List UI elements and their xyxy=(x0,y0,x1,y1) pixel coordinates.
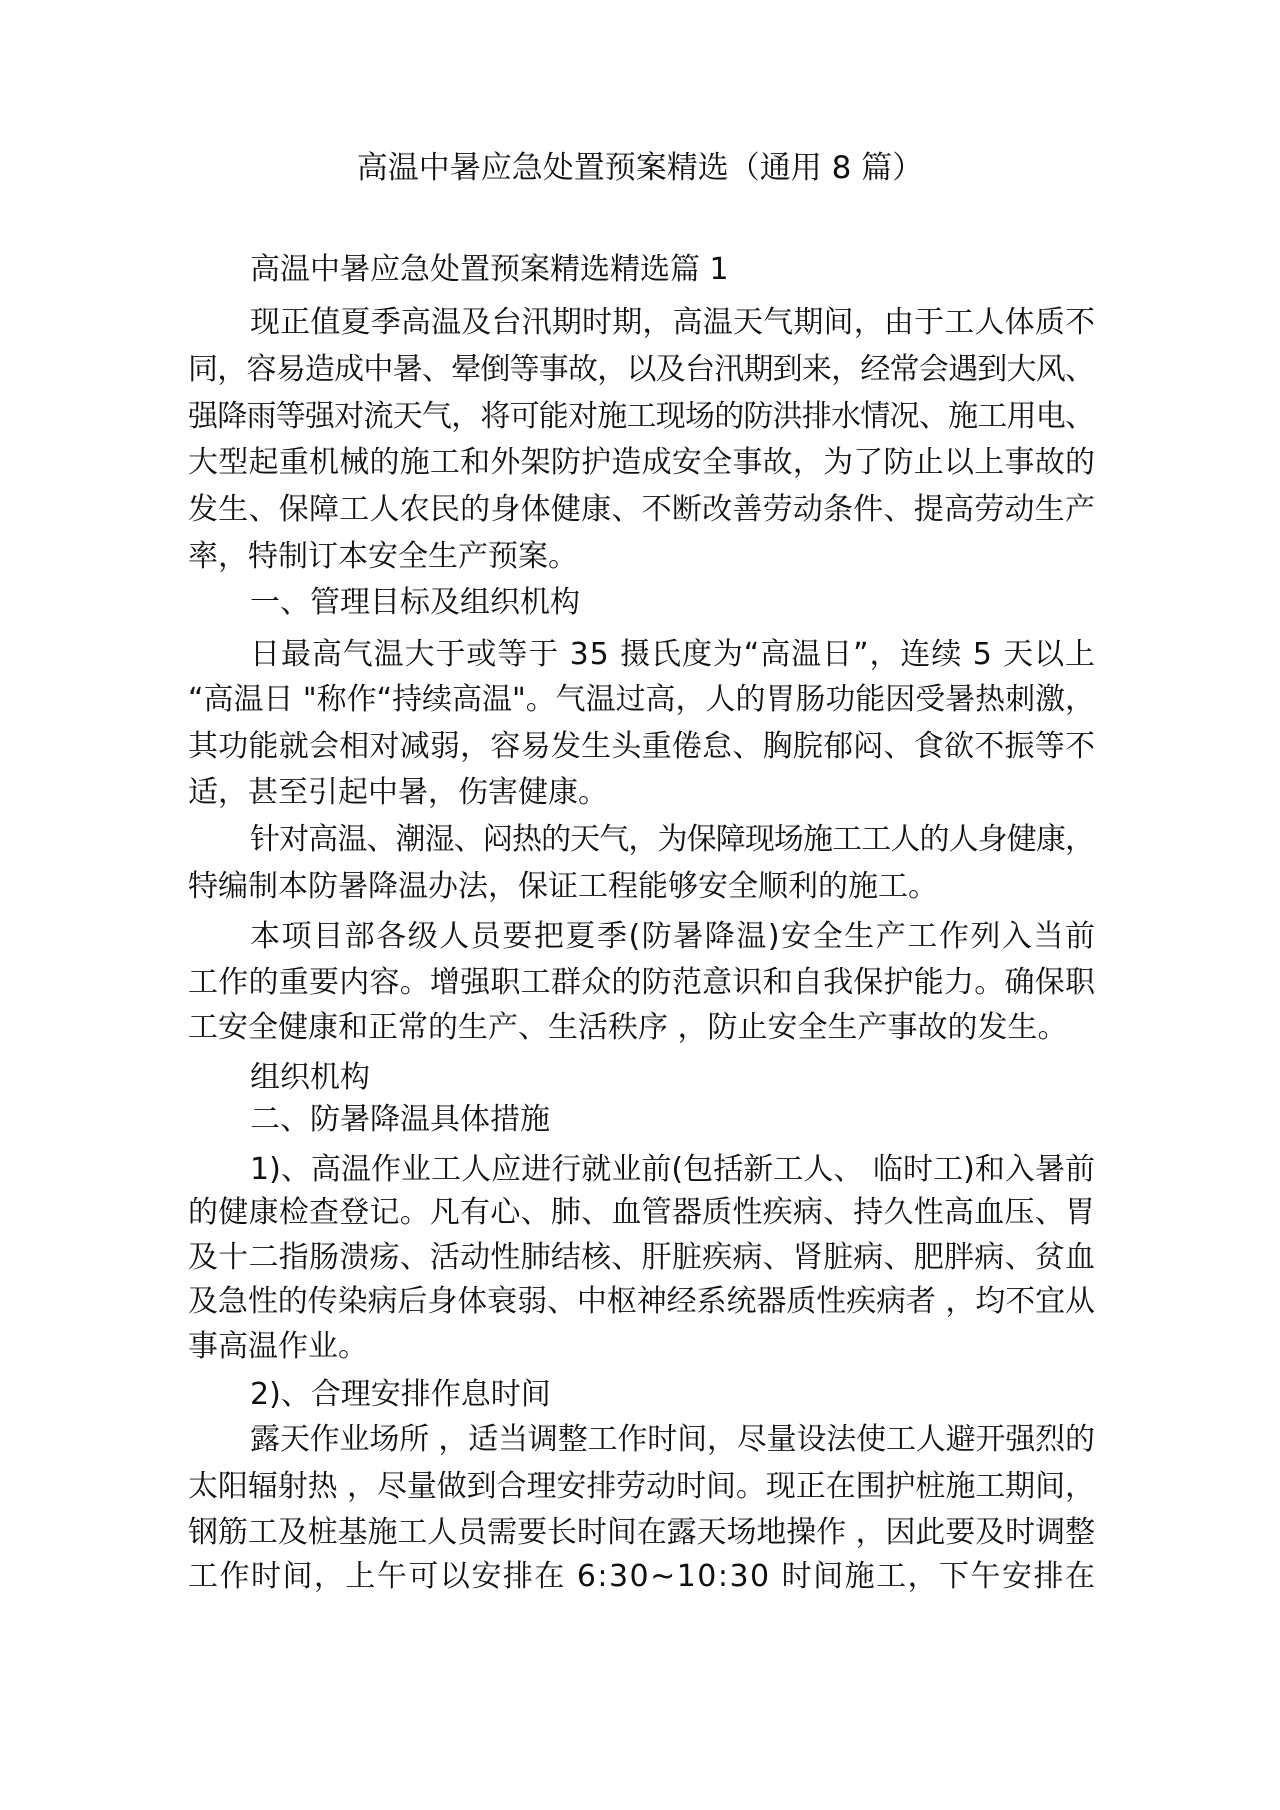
line-text: 针对高温、潮湿、闷热的天气，为保障现场施工工人的人身健康， xyxy=(250,822,1095,857)
line-text: 太阳辐射热 ，尽量做到合理安排劳动时间。现正在围护桩施工期间， xyxy=(188,1469,1095,1504)
paragraph-line xyxy=(188,490,1095,530)
line-text: 及急性的传染病后身体衰弱、中枢神经系统器质性疾病者 ，均不宜从 xyxy=(188,1284,1095,1319)
line-text: 二、防暑降温具体措施 xyxy=(250,1102,550,1137)
section-heading xyxy=(188,583,1095,623)
paragraph-line xyxy=(188,917,1095,957)
line-text: 强降雨等强对流天气，将可能对施工现场的防洪排水情况、施工用电、 xyxy=(188,399,1095,434)
paragraph-line xyxy=(188,1238,1095,1278)
line-text: 率，特制订本安全生产预案。 xyxy=(188,539,578,574)
paragraph-line xyxy=(188,963,1095,1003)
line-text: 特编制本防暑降温办法，保证工程能够安全顺利的施工。 xyxy=(188,869,938,904)
line-text: 大型起重机械的施工和外架防护造成安全事故，为了防止以上事故的 xyxy=(188,445,1096,480)
line-text: 钢筋工及桩基施工人员需要长时间在露天场地操作 ，因此要及时调整 xyxy=(188,1515,1095,1550)
line-text: 露天作业场所 ，适当调整工作时间，尽量设法使工人避开强烈的 xyxy=(250,1422,1095,1457)
paragraph-line xyxy=(188,1008,1095,1048)
paragraph-line xyxy=(188,1420,1095,1460)
line-text: 其功能就会相对减弱，容易发生头重倦怠、胸脘郁闷、食欲不振等不 xyxy=(188,729,1096,764)
line-text: 日最高气温大于或等于 35 摄氏度为“高温日”，连续 5 天以上 xyxy=(250,637,1096,672)
line-text: 一、管理目标及组织机构 xyxy=(250,585,580,620)
line-text: 及十二指肠溃疡、活动性肺结核、肝脏疾病、肾脏病、肥胖病、贫血 xyxy=(188,1240,1096,1275)
paragraph-line xyxy=(188,1557,1095,1597)
section-heading xyxy=(188,1058,1095,1098)
line-text: 同，容易造成中暑、晕倒等事故，以及台汛期到来，经常会遇到大风、 xyxy=(188,352,1095,387)
section-heading xyxy=(188,250,1095,290)
paragraph-line xyxy=(188,1513,1095,1553)
paragraph-line xyxy=(188,635,1095,675)
paragraph-line xyxy=(188,1282,1095,1322)
paragraph-line xyxy=(188,1150,1095,1190)
paragraph-line xyxy=(188,303,1095,343)
paragraph-line xyxy=(188,867,1095,907)
line-text: 组织机构 xyxy=(250,1060,370,1095)
line-text: 现正值夏季高温及台汛期时期，高温天气期间，由于工人体质不 xyxy=(250,305,1096,340)
line-text: 事高温作业。 xyxy=(188,1329,368,1364)
paragraph-line xyxy=(188,350,1095,390)
paragraph-line xyxy=(188,1467,1095,1507)
section-heading xyxy=(188,1100,1095,1140)
section-heading xyxy=(188,1375,1095,1415)
paragraph-line xyxy=(188,680,1095,720)
line-text: 1)、高温作业工人应进行就业前(包括新工人、 临时工)和入暑前 xyxy=(250,1152,1096,1187)
line-text: 发生、保障工人农民的身体健康、不断改善劳动条件、提高劳动生产 xyxy=(188,492,1096,527)
line-text: 工安全健康和正常的生产、生活秩序 ，防止安全生产事故的发生。 xyxy=(188,1010,1068,1045)
document-title: 高温中暑应急处置预案精选（通用 8 篇） xyxy=(356,150,924,186)
paragraph-line xyxy=(188,537,1095,577)
paragraph-line xyxy=(188,443,1095,483)
paragraph-line xyxy=(188,397,1095,437)
paragraph-line xyxy=(188,820,1095,860)
paragraph-line xyxy=(188,1193,1095,1233)
paragraph-line xyxy=(188,1327,1095,1367)
paragraph-line xyxy=(188,727,1095,767)
line-text: 本项目部各级人员要把夏季(防暑降温)安全生产工作列入当前 xyxy=(250,919,1097,954)
line-text: 的健康检查登记。凡有心、肺、血管器质性疾病、持久性高血压、胃 xyxy=(188,1195,1096,1230)
line-text: “高温日 "称作“持续高温"。气温过高，人的胃肠功能因受暑热刺激， xyxy=(188,682,1095,717)
line-text: 适，甚至引起中暑，伤害健康。 xyxy=(188,775,608,810)
line-text: 2)、合理安排作息时间 xyxy=(250,1377,551,1412)
paragraph-line xyxy=(188,773,1095,813)
line-text: 工作的重要内容。增强职工群众的防范意识和自我保护能力。确保职 xyxy=(188,965,1096,1000)
line-text: 工作时间，上午可以安排在 6:30~10:30 时间施工，下午安排在 xyxy=(188,1559,1097,1594)
line-text: 高温中暑应急处置预案精选精选篇 1 xyxy=(250,252,729,287)
